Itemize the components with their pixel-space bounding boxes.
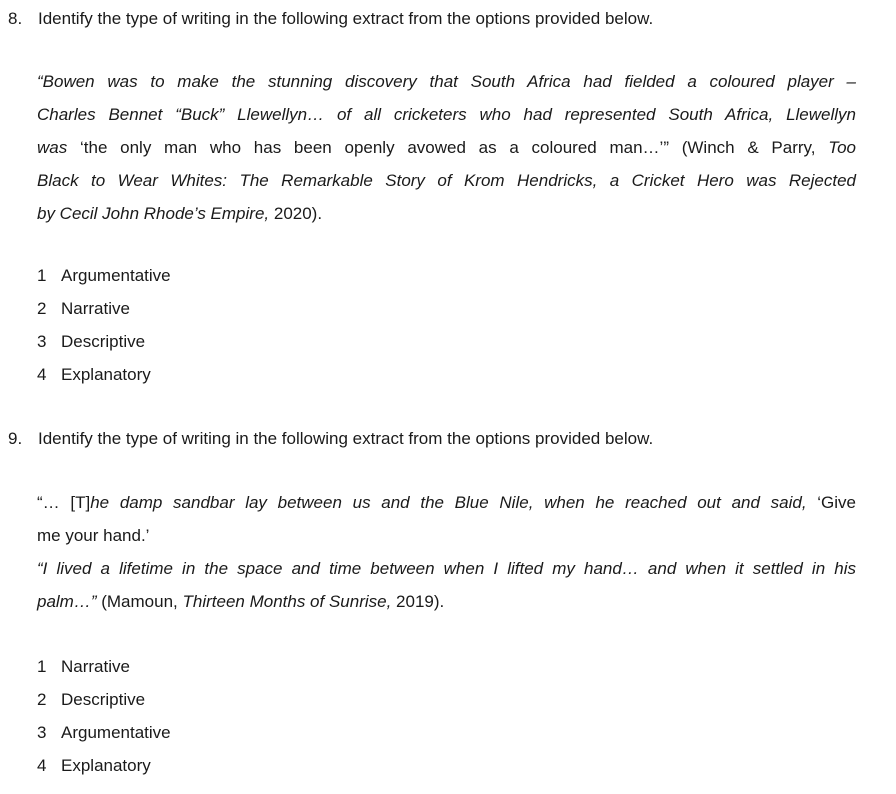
option-1[interactable] [37, 656, 171, 689]
option-4[interactable] [37, 755, 171, 788]
extract-text: “… [T] [37, 493, 91, 512]
extract-text: he damp sandbar lay between us and the Blue Nile, when he reached out and said, [90, 493, 807, 512]
option-3[interactable] [37, 331, 171, 364]
extract-text: Charles Bennet “Buck” Llewellyn… of all cricketers who had represented South Africa, Llewellyn [37, 105, 856, 124]
question-8-header [8, 8, 653, 30]
option-number: 4 [37, 756, 47, 775]
extract-line [37, 486, 856, 519]
option-number: 3 [37, 332, 47, 351]
options-list [37, 656, 171, 788]
extract-text: “I lived a lifetime in the space and time between when I lifted my hand… and when it settled in his [37, 559, 856, 578]
question-prompt: Identify the type of writing in the following extract from the options provided below. [38, 9, 654, 28]
extract-line [37, 98, 856, 131]
option-label: Narrative [61, 657, 130, 676]
extract-text: was [37, 138, 68, 157]
question-number: 9. [8, 429, 23, 448]
book-title: Black to Wear Whites: The Remarkable Story of Krom Hendricks, a Cricket Hero was Rejected [37, 171, 856, 190]
extract-text: ‘the only man who has been openly avowed as a coloured man…’” (Winch & Parry, [79, 138, 816, 157]
extract-line [37, 519, 856, 552]
extract-text: palm…” [37, 592, 97, 611]
extract-line [37, 131, 856, 164]
option-label: Descriptive [61, 332, 146, 351]
citation-text: (Mamoun, [96, 592, 183, 611]
extract-text: “Bowen was to make the stunning discovery that South Africa had fielded a coloured player – [37, 72, 856, 91]
book-title: Thirteen Months of Sunrise, [182, 592, 392, 611]
question-number: 8. [8, 9, 23, 28]
extract-line [37, 197, 856, 230]
extract-line [37, 164, 856, 197]
option-number: 1 [37, 266, 47, 285]
option-3[interactable] [37, 722, 171, 755]
options-list [37, 265, 171, 397]
extract-line [37, 585, 856, 618]
option-number: 2 [37, 299, 47, 318]
extract-quote [37, 486, 856, 618]
extract-quote [37, 65, 856, 230]
extract-text: me your hand.’ [37, 526, 150, 545]
option-label: Argumentative [61, 266, 171, 285]
option-number: 3 [37, 723, 47, 742]
option-4[interactable] [37, 364, 171, 397]
option-label: Descriptive [61, 690, 146, 709]
option-number: 1 [37, 657, 47, 676]
option-1[interactable] [37, 265, 171, 298]
option-number: 4 [37, 365, 47, 384]
extract-line [37, 552, 856, 585]
option-label: Argumentative [61, 723, 171, 742]
citation-year: 2019). [391, 592, 445, 611]
question-prompt: Identify the type of writing in the following extract from the options provided below. [38, 429, 654, 448]
option-2[interactable] [37, 689, 171, 722]
book-title: Too [828, 138, 856, 157]
option-number: 2 [37, 690, 47, 709]
book-title: by Cecil John Rhode’s Empire, [37, 204, 270, 223]
question-9-header [8, 428, 653, 450]
option-label: Explanatory [61, 756, 151, 775]
option-label: Explanatory [61, 365, 151, 384]
extract-text: ‘Give [817, 493, 857, 512]
citation-year: 2020). [269, 204, 323, 223]
extract-line [37, 65, 856, 98]
option-2[interactable] [37, 298, 171, 331]
option-label: Narrative [61, 299, 130, 318]
